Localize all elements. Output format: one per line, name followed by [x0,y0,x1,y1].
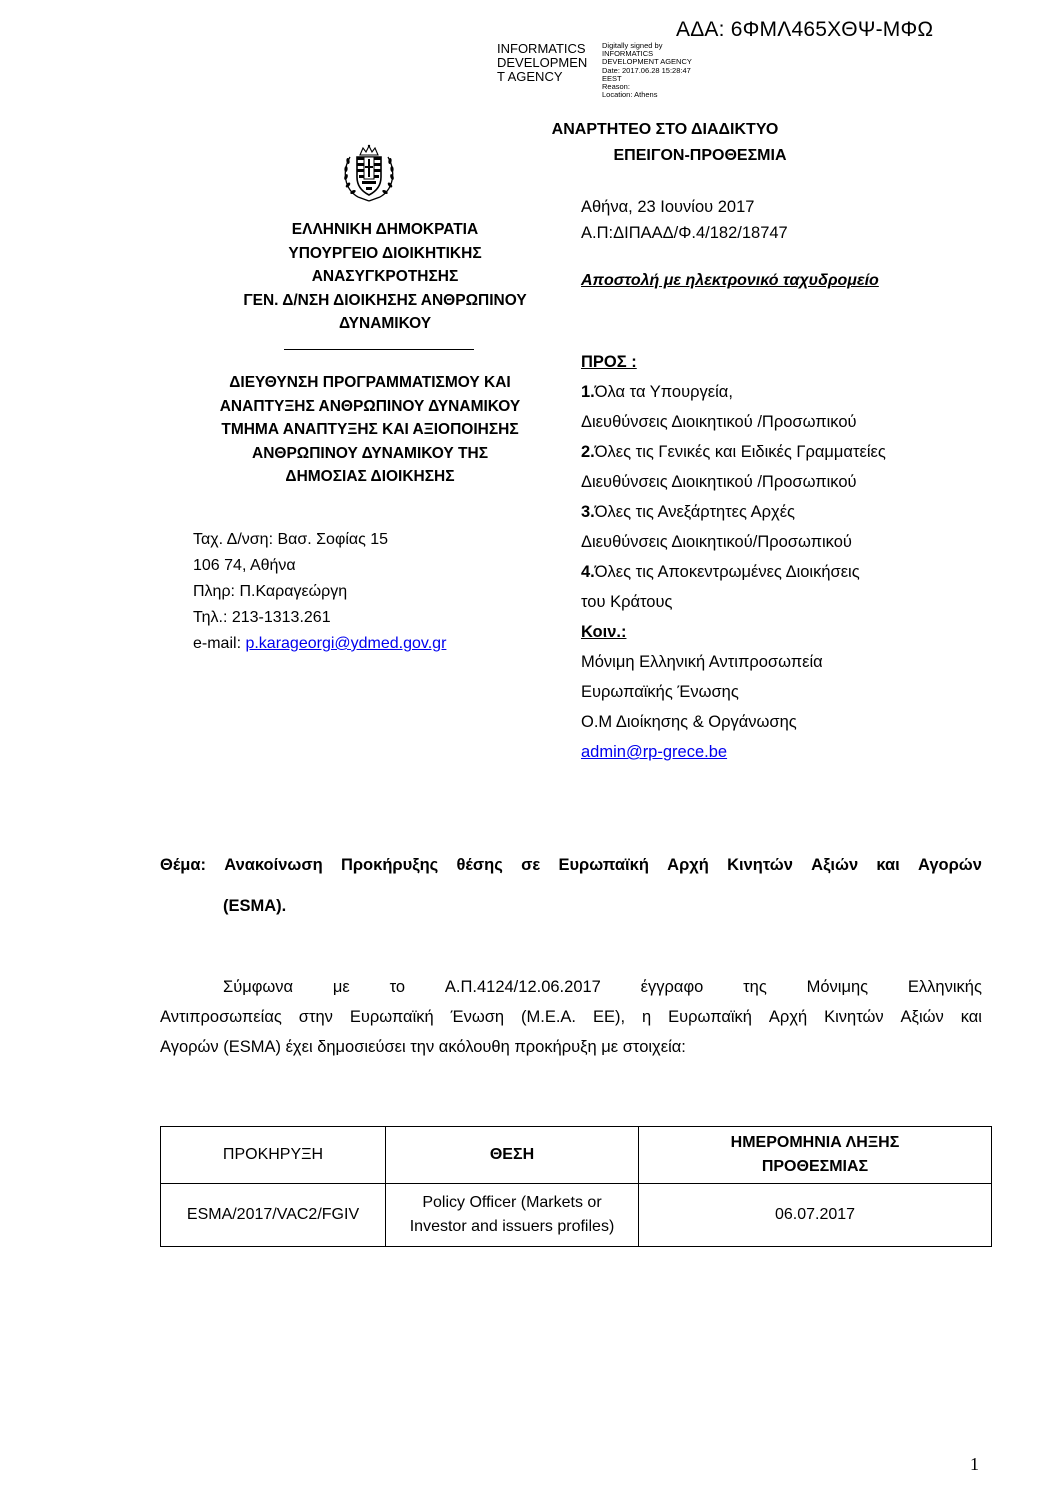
directorate-line: ΔΙΕΥΘΥΝΣΗ ΠΡΟΓΡΑΜΜΑΤΙΣΜΟΥ ΚΑΙ [229,374,511,391]
body-word: της [743,978,767,996]
signature-detail-line: Digitally signed by [602,41,663,50]
signature-org-line: INFORMATICS [497,41,586,56]
directorate-line: ΤΜΗΜΑ ΑΝΑΠΤΥΞΗΣ ΚΑΙ ΑΞΙΟΠΟΙΗΣΗΣ [221,421,519,438]
cc-label: Κοιν.: [581,623,627,641]
table-header-cell: ΠΡΟΚΗΡΥΞΗ [161,1127,386,1184]
recipient-item [581,377,886,407]
subject-word: θέσης [456,856,503,874]
cc-email-row [581,737,886,767]
table-cell: 06.07.2017 [639,1184,992,1247]
ministry-heading [200,218,570,336]
body-word: Αντιπροσωπείας [160,1008,282,1026]
delivery-method: Αποστολή με ηλεκτρονικό ταχυδρομείο [581,272,879,289]
body-word: Αξιών [900,1008,944,1026]
ministry-line: ΓΕΝ. Δ/ΝΣΗ ΔΙΟΙΚΗΣΗΣ ΑΝΘΡΩΠΙΝΟΥ [243,291,527,309]
publish-line: ΑΝΑΡΤΗΤΕΟ ΣΤΟ ΔΙΑΔΙΚΤΥΟ [551,121,779,138]
subject-word: και [876,856,900,874]
ministry-line: ΑΝΑΣΥΓΚΡΟΤΗΣΗΣ [311,268,459,285]
signature-detail-line: Location: Athens [602,90,658,100]
recipient-item [581,467,886,497]
directorate-line: ΑΝΘΡΩΠΙΝΟΥ ΔΥΝΑΜΙΚΟΥ ΤΗΣ [252,444,488,462]
contact-email-row [193,631,446,657]
contact-email-link[interactable]: p.karageorgi@ydmed.gov.gr [245,635,447,652]
to-label: ΠΡΟΣ : [581,353,637,371]
divider [284,349,474,350]
urgent-line: ΕΠΕΙΓΟΝ-ΠΡΟΘΕΣΜΙΑ [613,147,787,164]
body-line [160,1002,982,1032]
recipients-block [581,347,886,767]
page-number: 1 [970,1454,979,1474]
recipient-text: Όλες τις Αποκεντρωμένες Διοικήσεις [594,563,860,581]
table-cell: Policy Officer (Markets or Investor and issuers profiles) [386,1184,639,1247]
subject-word: σε [521,856,541,874]
subject-word: Θέμα: [160,856,207,874]
greek-coat-of-arms-icon [336,141,402,207]
recipient-item [581,587,886,617]
table-header-cell: ΗΜΕΡΟΜΗΝΙΑ ΛΗΞΗΣ ΠΡΟΘΕΣΜΙΑΣ [639,1127,992,1184]
contact-postcode: 106 74, Αθήνα [193,557,296,574]
recipient-number: 1. [581,383,595,401]
ada-code: ΑΔΑ: 6ΦΜΛ465ΧΘΨ-ΜΦΩ [676,18,934,41]
body-word: Ελληνικής [907,978,982,996]
body-word: Ευρωπαϊκή [349,1008,434,1026]
subject-line [160,855,982,875]
recipient-text: Όλες τις Γενικές και Ειδικές Γραμματείες [594,443,886,461]
body-word: το [389,978,406,996]
recipient-item [581,527,886,557]
directorate-line: ΔΗΜΟΣΙΑΣ ΔΙΟΙΚΗΣΗΣ [285,468,455,485]
body-word: ΕΕ), [592,1008,626,1026]
table-header-cell: ΘΕΣΗ [386,1127,639,1184]
recipient-text: του Κράτους [581,593,673,611]
signature-detail-line: EEST [602,73,622,83]
body-word: Ένωση [450,1008,505,1026]
recipient-text: Όλες τις Ανεξάρτητες Αρχές [594,503,795,521]
recipient-item [581,407,886,437]
table-cell: ESMA/2017/VAC2/FGIV [161,1184,386,1247]
subject-word: Προκήρυξης [340,856,439,874]
table-row [161,1184,992,1247]
subject-word: Αγορών [918,856,982,874]
body-word: Μόνιμης [806,978,869,996]
ministry-line: ΔΥΝΑΜΙΚΟΥ [338,315,432,332]
contact-email-label: e-mail: [193,635,246,652]
recipient-number: 2. [581,443,595,461]
recipient-text: Όλα τα Υπουργεία, [594,383,733,401]
recipient-number: 3. [581,503,595,521]
cc-email-link[interactable]: admin@rp-grece.be [581,743,728,761]
body-word: Α.Π.4124/12.06.2017 [444,978,601,996]
protocol-number: Α.Π:ΔΙΠΑΑΔ/Φ.4/182/18747 [581,224,788,242]
recipient-item [581,497,886,527]
body-word: η [642,1008,652,1026]
directorate-line: ΑΝΑΠΤΥΞΗΣ ΑΝΘΡΩΠΙΝΟΥ ΔΥΝΑΜΙΚΟΥ [219,397,521,415]
cc-item: Ευρωπαϊκής Ένωσης [581,683,739,701]
recipient-item [581,557,886,587]
publication-heading [520,117,810,169]
body-word: στην [298,1008,333,1026]
signature-detail-line: INFORMATICS [602,49,654,59]
recipient-text: Διευθύνσεις Διοικητικού /Προσωπικού [581,413,857,431]
ministry-line: ΕΛΛΗΝΙΚΗ ΔΗΜΟΚΡΑΤΙΑ [291,221,479,238]
signature-details [602,42,692,99]
subject-word: Κινητών [727,856,793,874]
body-word: με [332,978,350,996]
body-line [160,972,982,1002]
subject-word: Ευρωπαϊκή [558,856,649,874]
body-word: Αρχή [768,1008,808,1026]
date-block [581,194,788,246]
body-word: (Μ.Ε.Α. [521,1008,577,1026]
body-paragraph [160,972,982,1062]
subject-word: Αρχή [667,856,709,874]
contact-info: Πληρ: Π.Καραγεώργη [193,583,348,600]
cc-item: Μόνιμη Ελληνική Αντιπροσωπεία [581,653,823,671]
recipient-text: Διευθύνσεις Διοικητικού/Προσωπικού [581,533,852,551]
signature-organization [497,42,601,84]
document-date: Αθήνα, 23 Ιουνίου 2017 [581,198,755,216]
signature-detail-line: Reason: [602,82,630,92]
body-word: έγγραφο [640,978,704,996]
recipient-item [581,437,886,467]
table-header-row [161,1127,992,1184]
body-word: και [960,1008,982,1026]
body-word: Κινητών [824,1008,884,1026]
subject [160,855,982,916]
recipient-number: 4. [581,563,595,581]
directorate-heading [170,371,570,489]
contact-phone: Τηλ.: 213-1313.261 [193,609,331,626]
contact-block [193,527,446,657]
signature-org-line: DEVELOPMEN [497,55,588,70]
body-line: Αγορών (ESMA) έχει δημοσιεύσει την ακόλουθη προκήρυξη με στοιχεία: [160,1038,686,1056]
subject-line-2: (ESMA). [223,897,287,915]
contact-address: Ταχ. Δ/νση: Βασ. Σοφίας 15 [193,531,389,548]
signature-org-line: T AGENCY [497,69,563,84]
vacancy-table [160,1126,992,1247]
cc-item: Ο.Μ Διοίκησης & Οργάνωσης [581,713,797,731]
signature-detail-line: DEVELOPMENT AGENCY [602,57,692,67]
ministry-line: ΥΠΟΥΡΓΕΙΟ ΔΙΟΙΚΗΤΙΚΗΣ [288,244,482,262]
subject-word: Ανακοίνωση [224,856,323,874]
recipient-text: Διευθύνσεις Διοικητικού /Προσωπικού [581,473,857,491]
body-word: Σύμφωνα [223,978,294,996]
body-word: Ευρωπαϊκή [668,1008,752,1026]
subject-word: Αξιών [811,856,859,874]
signature-detail-line: Date: 2017.06.28 15:28:47 [602,65,691,75]
